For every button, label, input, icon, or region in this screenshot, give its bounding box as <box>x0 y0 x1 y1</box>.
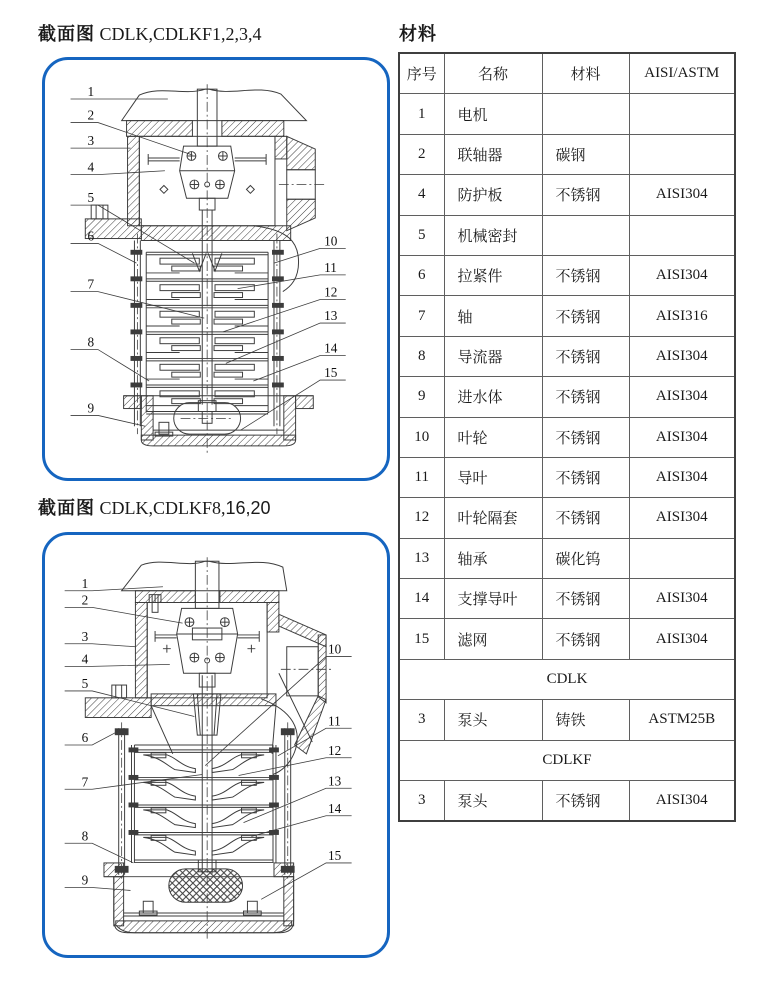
d1-discharge <box>253 136 324 291</box>
callout-label: 8 <box>87 334 95 350</box>
cell-material: 不锈钢 <box>542 579 629 619</box>
cell-material: 不锈钢 <box>542 336 629 376</box>
table-row <box>399 336 735 376</box>
section1-title <box>38 20 262 46</box>
d1-drawing <box>71 84 346 454</box>
callout-label: 11 <box>324 259 337 275</box>
cell-aisi: AISI304 <box>629 619 735 659</box>
callout-label: 13 <box>324 308 338 324</box>
callout-label: 7 <box>87 276 95 292</box>
callout-label: 4 <box>87 159 95 175</box>
section1-title-cjk: 截面图 <box>38 24 95 44</box>
cell-no: 9 <box>399 377 444 417</box>
cell-material <box>542 94 629 134</box>
table-row <box>399 579 735 619</box>
table-row <box>399 781 735 822</box>
cell-no: 14 <box>399 579 444 619</box>
group-row <box>399 740 735 780</box>
materials-table-body <box>399 53 735 821</box>
cell-aisi <box>629 538 735 578</box>
cell-no: 13 <box>399 538 444 578</box>
column-header: 序号 <box>399 53 444 94</box>
callout-label: 9 <box>87 400 95 416</box>
callout-label: 10 <box>328 641 342 657</box>
cell-no: 5 <box>399 215 444 255</box>
cell-name: 泵头 <box>444 781 542 822</box>
diagram2-box <box>42 532 390 958</box>
table-row <box>399 134 735 174</box>
callout-label: 3 <box>87 133 95 149</box>
cell-material: 不锈钢 <box>542 619 629 659</box>
cell-material: 铸铁 <box>542 700 629 740</box>
cell-aisi: AISI304 <box>629 175 735 215</box>
cell-name: 叶轮 <box>444 417 542 457</box>
callout-label: 5 <box>81 676 89 691</box>
callout-label: 15 <box>328 847 342 863</box>
table-row <box>399 538 735 578</box>
cell-material: 不锈钢 <box>542 417 629 457</box>
cell-aisi: AISI304 <box>629 336 735 376</box>
table-row <box>399 457 735 497</box>
callout-label: 8 <box>81 828 89 844</box>
callout-label: 12 <box>324 284 338 300</box>
cell-no: 3 <box>399 781 444 822</box>
callout-label: 10 <box>324 233 338 249</box>
cell-name: 泵头 <box>444 700 542 740</box>
table-row <box>399 377 735 417</box>
cell-aisi: AISI304 <box>629 498 735 538</box>
cell-no: 10 <box>399 417 444 457</box>
cell-aisi: ASTM25B <box>629 700 735 740</box>
section2-title-model: CDLK,CDLKF8, <box>99 498 226 518</box>
d2-flange <box>85 685 276 754</box>
callout-label: 4 <box>81 651 89 667</box>
cell-name: 拉紧件 <box>444 255 542 295</box>
cell-name: 轴承 <box>444 538 542 578</box>
cell-no: 2 <box>399 134 444 174</box>
materials-heading: 材料 <box>399 24 437 44</box>
group-row <box>399 659 735 699</box>
callout-label: 6 <box>87 228 95 244</box>
callout-label: 15 <box>324 365 338 381</box>
callout-label: 6 <box>81 730 89 746</box>
callout-label: 3 <box>81 628 89 644</box>
table-row <box>399 94 735 134</box>
table-row <box>399 255 735 295</box>
cell-material: 不锈钢 <box>542 781 629 822</box>
table-row <box>399 175 735 215</box>
cell-name: 滤网 <box>444 619 542 659</box>
callout-label: 13 <box>328 773 342 789</box>
table-row <box>399 498 735 538</box>
cell-name: 导流器 <box>444 336 542 376</box>
table-row <box>399 296 735 336</box>
table-row <box>399 619 735 659</box>
cell-material: 不锈钢 <box>542 175 629 215</box>
cell-aisi <box>629 134 735 174</box>
cell-name: 导叶 <box>444 457 542 497</box>
callout-label: 12 <box>328 742 342 758</box>
cell-no: 6 <box>399 255 444 295</box>
cell-aisi: AISI304 <box>629 417 735 457</box>
cell-material: 碳钢 <box>542 134 629 174</box>
cell-aisi: AISI304 <box>629 781 735 822</box>
header-row <box>399 53 735 94</box>
table-row <box>399 700 735 740</box>
diagram1-box <box>42 57 390 481</box>
column-header: 名称 <box>444 53 542 94</box>
cell-name: 联轴器 <box>444 134 542 174</box>
cell-no: 12 <box>399 498 444 538</box>
cell-name: 支撑导叶 <box>444 579 542 619</box>
materials-section <box>398 52 736 822</box>
group-label: CDLK <box>399 659 735 699</box>
cell-name: 进水体 <box>444 377 542 417</box>
cell-no: 11 <box>399 457 444 497</box>
section2-title-cjk: 截面图 <box>38 498 95 518</box>
cell-aisi: AISI304 <box>629 255 735 295</box>
cell-name: 电机 <box>444 94 542 134</box>
section2-title <box>38 494 271 520</box>
cell-no: 7 <box>399 296 444 336</box>
cell-material: 不锈钢 <box>542 296 629 336</box>
cell-aisi: AISI304 <box>629 377 735 417</box>
d1-flange <box>85 205 290 240</box>
section1-title-model: CDLK,CDLKF1,2,3,4 <box>99 24 262 44</box>
pump-cross-section-2 <box>45 535 387 955</box>
cell-no: 3 <box>399 700 444 740</box>
cell-no: 4 <box>399 175 444 215</box>
cell-material: 碳化钨 <box>542 538 629 578</box>
pump-cross-section-1 <box>45 60 387 478</box>
group-label: CDLKF <box>399 740 735 780</box>
cell-material: 不锈钢 <box>542 377 629 417</box>
cell-no: 15 <box>399 619 444 659</box>
cell-aisi: AISI304 <box>629 579 735 619</box>
table-row <box>399 417 735 457</box>
cell-material: 不锈钢 <box>542 255 629 295</box>
column-header: AISI/ASTM <box>629 53 735 94</box>
column-header: 材料 <box>542 53 629 94</box>
cell-aisi: AISI316 <box>629 296 735 336</box>
callout-label: 7 <box>81 774 89 790</box>
materials-table <box>398 52 736 822</box>
d2-motor <box>122 561 287 590</box>
callout-label: 14 <box>324 340 338 356</box>
cell-aisi: AISI304 <box>629 457 735 497</box>
table-row <box>399 215 735 255</box>
cell-no: 8 <box>399 336 444 376</box>
cell-material: 不锈钢 <box>542 498 629 538</box>
callout-label: 1 <box>87 84 95 100</box>
callout-label: 9 <box>81 872 89 888</box>
cell-material <box>542 215 629 255</box>
section2-title-model-suffix: 16,20 <box>225 498 271 518</box>
cell-aisi <box>629 215 735 255</box>
d1-motor <box>122 89 307 120</box>
callout-label: 14 <box>328 800 342 816</box>
d2-drawing <box>65 557 352 938</box>
cell-name: 防护板 <box>444 175 542 215</box>
d2-suction-chamber <box>104 863 294 933</box>
callout-label: 2 <box>81 592 89 608</box>
cell-name: 轴 <box>444 296 542 336</box>
callout-label: 2 <box>87 107 95 123</box>
cell-material: 不锈钢 <box>542 457 629 497</box>
cell-no: 1 <box>399 94 444 134</box>
cell-name: 叶轮隔套 <box>444 498 542 538</box>
cell-name: 机械密封 <box>444 215 542 255</box>
callout-label: 11 <box>328 713 341 729</box>
cell-aisi <box>629 94 735 134</box>
callout-label: 5 <box>87 190 95 206</box>
callout-label: 1 <box>81 575 89 591</box>
